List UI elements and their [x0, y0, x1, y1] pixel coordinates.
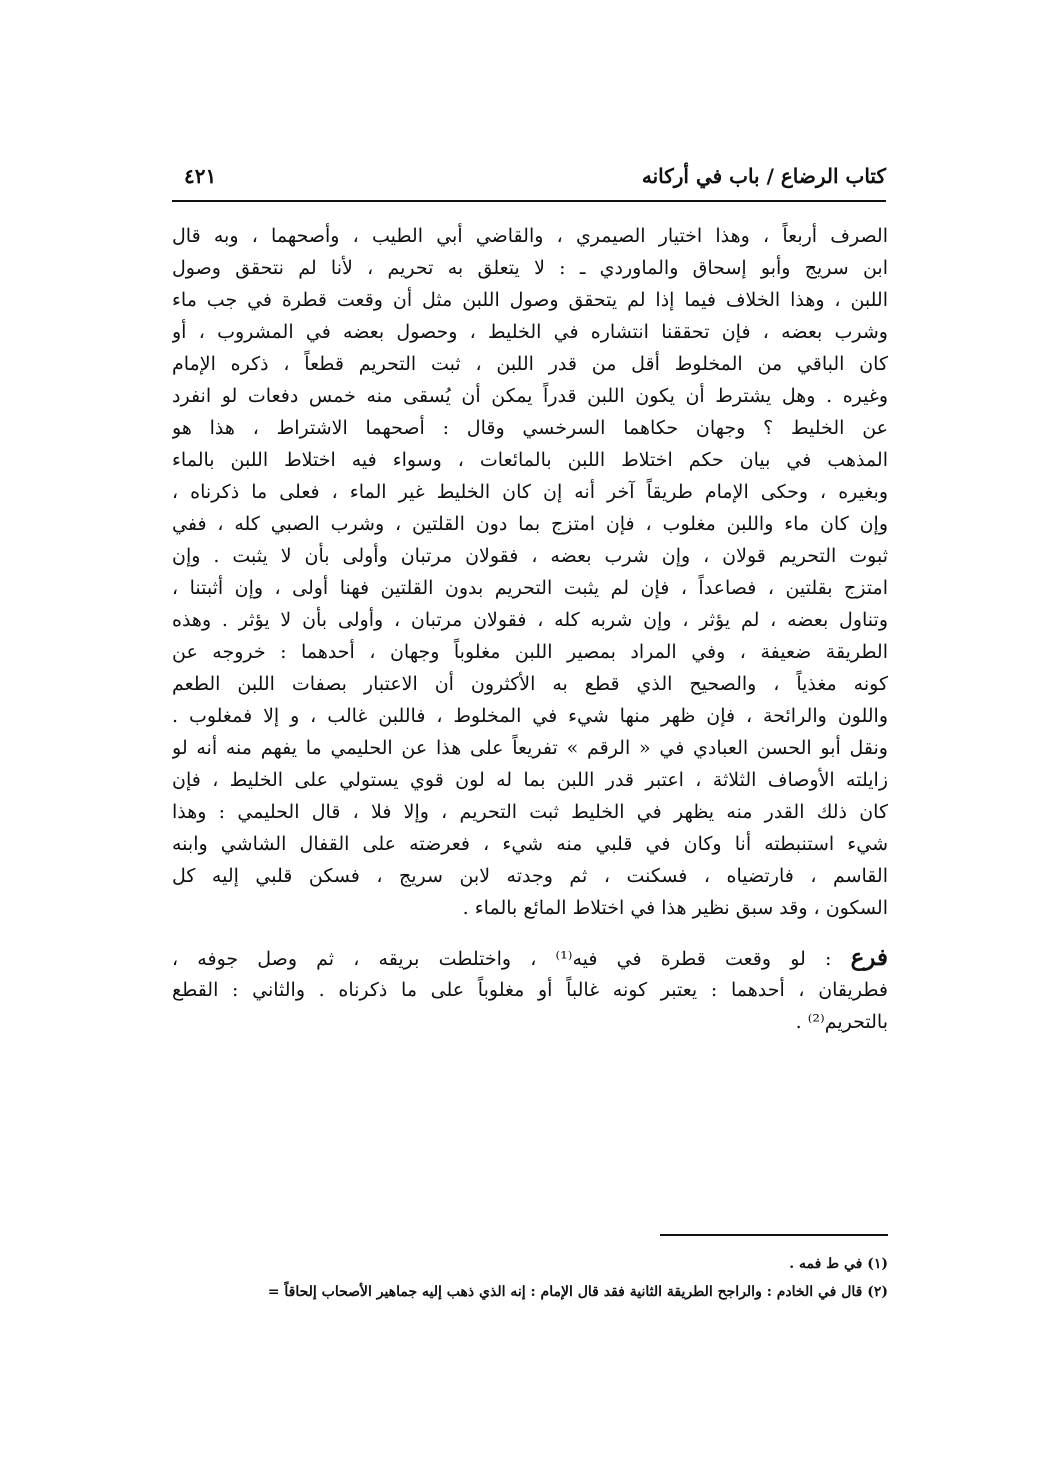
- text-line: وتناول بعضه ، لم يؤثر ، وإن شربه كله ، فقولان مرتبان ، وأولى بأن لا يؤثر . وهذه: [172, 609, 888, 631]
- text-line-content: : لو وقعت قطرة في فيه⁽¹⁾ ، واختلطت بريقه ، ثم وصل جوفه ،: [172, 948, 851, 970]
- header-rule: [172, 200, 886, 202]
- footnotes: [140, 1250, 888, 1306]
- text-line: امتزج بقلتين ، فصاعداً ، فإن لم يثبت التحريم بدون القلتين فهنا أولى ، وإن أثبتنا ،: [172, 577, 888, 599]
- footnote-2: (٢) قال في الخادم : والراجح الطريقة الثانية فقد قال الإمام : إنه الذي ذهب إليه جماهير الأصحاب إلحاقاً =: [267, 1284, 888, 1300]
- text-line: كان الباقي من المخلوط أقل من قدر اللبن ، ثبت التحريم قطعاً ، ذكره الإمام: [172, 353, 888, 375]
- text-line: وإن كان ماء واللبن مغلوب ، فإن امتزج بما دون القلتين ، وشرب الصبي كله ، ففي: [172, 513, 888, 535]
- paragraph-gap: [172, 924, 888, 942]
- text-line: فطريقان ، أحدهما : يعتبر كونه غالباً أو مغلوباً على ما ذكرناه . والثاني : القطع: [172, 979, 888, 1001]
- text-line: السكون ، وقد سبق نظير هذا في اختلاط المائع بالماء .: [462, 897, 888, 919]
- paragraph-1: [172, 220, 888, 924]
- text-line: وبغيره ، وحكى الإمام طريقاً آخر أنه إن كان الخليط غير الماء ، فعلى ما ذكرناه ،: [172, 481, 888, 503]
- text-line: واللون والرائحة ، فإن ظهر منها شيء في المخلوط ، فاللبن غالب ، و إلا فمغلوب .: [172, 705, 888, 727]
- footnote-1: (١) في ط فمه .: [789, 1256, 888, 1272]
- text-line: [172, 942, 888, 974]
- text-line: وشرب بعضه ، فإن تحققنا انتشاره في الخليط ، وحصول بعضه في المشروب ، أو: [172, 321, 888, 343]
- text-line: زايلته الأوصاف الثلاثة ، اعتبر قدر اللبن بما له لون قوي يستولي على الخليط ، فإن: [172, 769, 888, 791]
- text-line: بالتحريم⁽²⁾ .: [795, 1011, 888, 1033]
- running-title: كتاب الرضاع / باب في أركانه: [641, 164, 886, 188]
- footnote-rule: [660, 1234, 888, 1236]
- text-line: كان ذلك القدر منه يظهر في الخليط ثبت التحريم ، وإلا فلا ، قال الحليمي : وهذا: [172, 801, 888, 823]
- page-number: ٤٢١: [184, 164, 217, 188]
- text-line: ونقل أبو الحسن العبادي في « الرقم » تفريعاً على هذا عن الحليمي ما يفهم منه أنه لو: [172, 737, 888, 759]
- text-line: ثبوت التحريم قولان ، وإن شرب بعضه ، فقولان مرتبان وأولى بأن لا يثبت . وإن: [172, 545, 888, 567]
- main-text: [172, 220, 888, 1038]
- text-line: الصرف أربعاً ، وهذا اختيار الصيمري ، والقاضي أبي الطيب ، وأصحهما ، وبه قال: [172, 225, 888, 247]
- text-line: المذهب في بيان حكم اختلاط اللبن بالمائعات ، وسواء فيه اختلاط اللبن بالماء: [172, 449, 888, 471]
- text-line: اللبن ، وهذا الخلاف فيما إذا لم يتحقق وصول اللبن مثل أن وقعت قطرة في جب ماء: [172, 289, 888, 311]
- text-line: القاسم ، فارتضياه ، فسكنت ، ثم وجدته لابن سريج ، فسكن قلبي إليه كل: [172, 865, 888, 887]
- text-line: وغيره . وهل يشترط أن يكون اللبن قدراً يمكن أن يُسقى منه خمس دفعات لو انفرد: [172, 385, 888, 407]
- text-line: شيء استنبطته أنا وكان في قلبي منه شيء ، فعرضته على القفال الشاشي وابنه: [172, 833, 888, 855]
- lead-term: فرع: [850, 944, 888, 971]
- text-line: عن الخليط ؟ وجهان حكاهما السرخسي وقال : أصحهما الاشتراط ، هذا هو: [172, 417, 888, 439]
- text-line: ابن سريج وأبو إسحاق والماوردي ـ : لا يتعلق به تحريم ، لأنا لم نتحقق وصول: [172, 257, 888, 279]
- text-line: الطريقة ضعيفة ، وفي المراد بمصير اللبن مغلوباً وجهان ، أحدهما : خروجه عن: [172, 641, 888, 663]
- page-header: [172, 158, 886, 198]
- paragraph-2: [172, 942, 888, 1038]
- text-line: كونه مغذياً ، والصحيح الذي قطع به الأكثرون أن الاعتبار بصفات اللبن الطعم: [172, 673, 888, 695]
